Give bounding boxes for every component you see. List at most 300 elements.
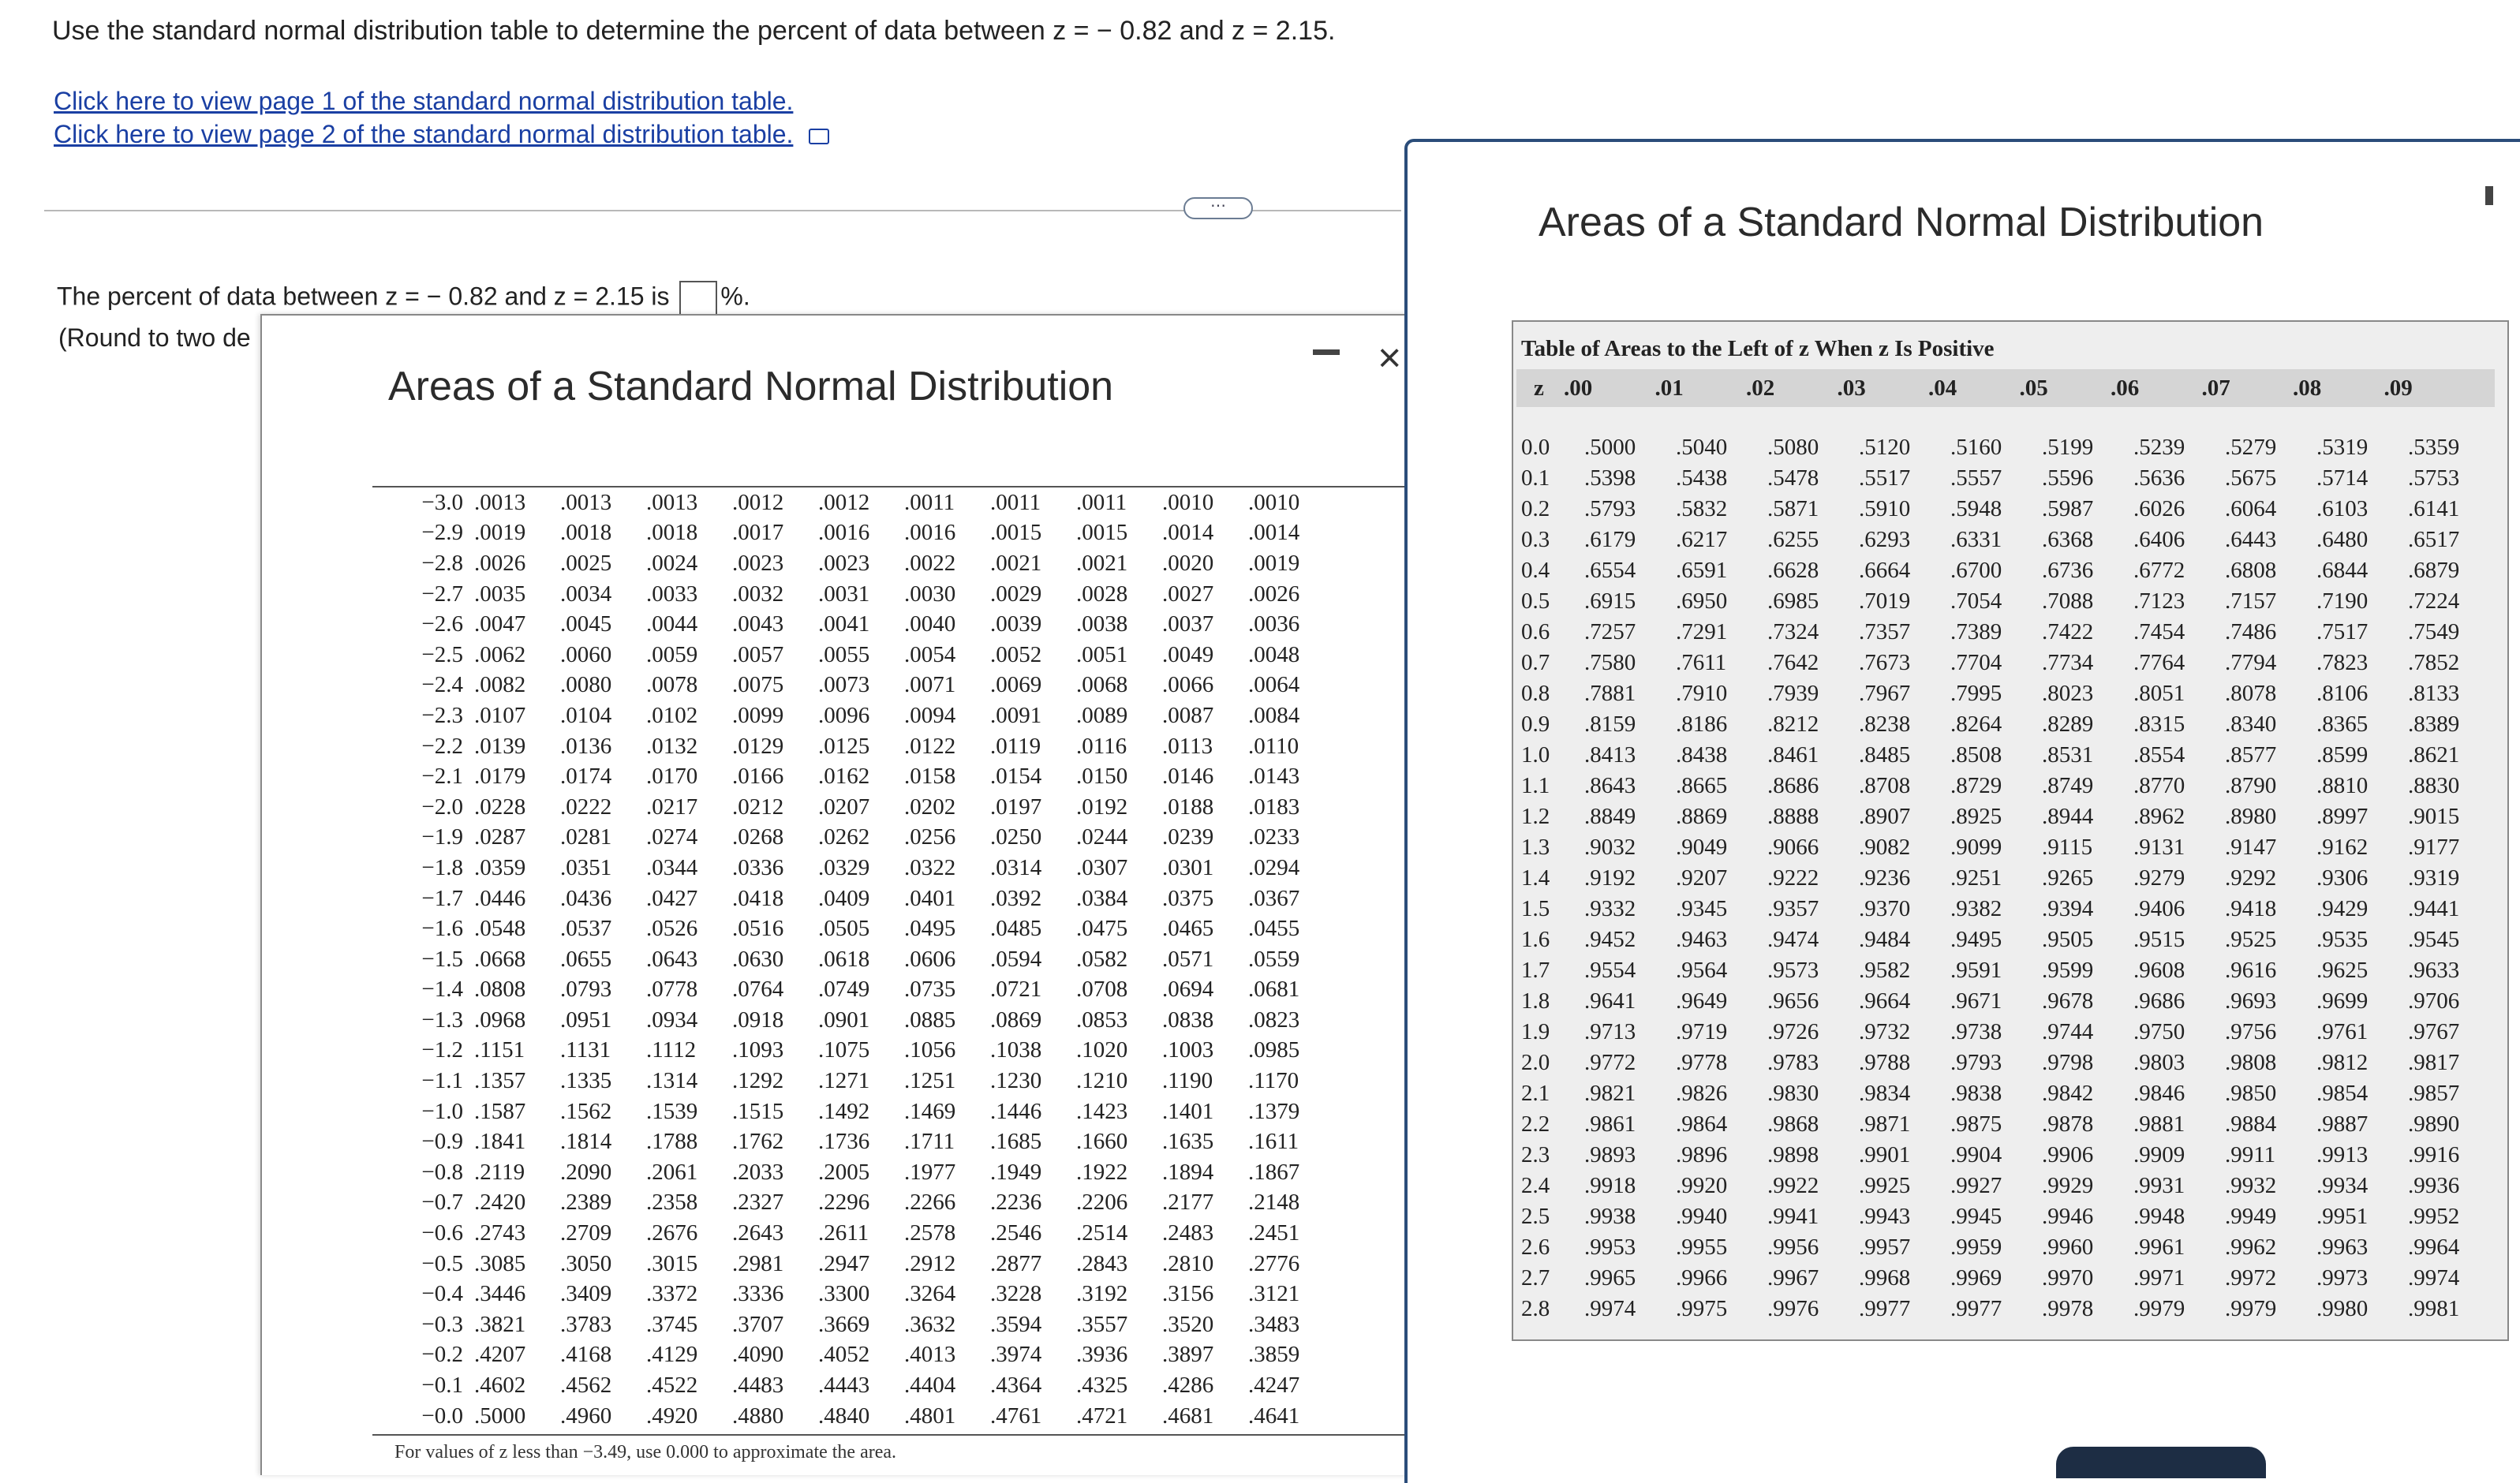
area-cell: .0071 bbox=[904, 672, 956, 698]
z-value-cell: 1.9 bbox=[1521, 1019, 1550, 1044]
area-cell: .0322 bbox=[904, 854, 956, 880]
area-cell: .9177 bbox=[2408, 835, 2460, 860]
area-cell: .0136 bbox=[560, 733, 612, 759]
area-cell: .5040 bbox=[1676, 435, 1728, 460]
table-row bbox=[372, 1340, 1334, 1371]
area-cell: .9664 bbox=[1859, 988, 1911, 1014]
area-cell: .4013 bbox=[904, 1342, 956, 1368]
area-cell: .6179 bbox=[1584, 527, 1636, 552]
z-value-cell: −2.1 bbox=[421, 764, 463, 790]
area-cell: .9418 bbox=[2225, 896, 2277, 921]
area-cell: .8106 bbox=[2316, 681, 2369, 706]
area-cell: .8643 bbox=[1584, 773, 1636, 798]
area-cell: .6628 bbox=[1767, 558, 1819, 583]
table-row bbox=[372, 1188, 1334, 1219]
area-cell: .6368 bbox=[2042, 527, 2094, 552]
area-cell: .1170 bbox=[1248, 1068, 1299, 1094]
area-cell: .0158 bbox=[904, 764, 956, 790]
area-cell: .0418 bbox=[732, 885, 784, 911]
area-cell: .3409 bbox=[560, 1281, 612, 1307]
area-cell: .9834 bbox=[1859, 1081, 1911, 1106]
area-cell: .9960 bbox=[2042, 1235, 2094, 1260]
area-cell: .9767 bbox=[2408, 1019, 2460, 1044]
area-cell: .5000 bbox=[1584, 435, 1636, 460]
area-cell: .8186 bbox=[1676, 712, 1728, 737]
area-cell: .7910 bbox=[1676, 681, 1728, 706]
area-cell: .0222 bbox=[560, 794, 612, 820]
area-cell: .9495 bbox=[1950, 927, 2002, 952]
area-cell: .9898 bbox=[1767, 1142, 1819, 1167]
area-cell: .0274 bbox=[646, 824, 698, 850]
area-cell: .9131 bbox=[2133, 835, 2185, 860]
area-cell: .8849 bbox=[1584, 804, 1636, 829]
area-cell: .1423 bbox=[1076, 1098, 1128, 1124]
area-cell: .0089 bbox=[1076, 702, 1128, 728]
area-cell: .3745 bbox=[646, 1311, 698, 1337]
area-cell: .0028 bbox=[1076, 581, 1128, 607]
table-page-1-link[interactable]: Click here to view page 1 of the standard normal distribution table. bbox=[54, 87, 794, 115]
area-cell: .9049 bbox=[1676, 835, 1728, 860]
column-header: .03 bbox=[1837, 375, 1866, 401]
area-cell: .1357 bbox=[474, 1068, 526, 1094]
area-cell: .0384 bbox=[1076, 885, 1128, 911]
area-cell: .9952 bbox=[2408, 1204, 2460, 1229]
z-value-cell: −2.4 bbox=[421, 672, 463, 698]
area-cell: .9946 bbox=[2042, 1204, 2094, 1229]
z-value-cell: 2.5 bbox=[1521, 1204, 1550, 1229]
area-cell: .0294 bbox=[1248, 854, 1300, 880]
area-cell: .9871 bbox=[1859, 1111, 1911, 1137]
area-cell: .7967 bbox=[1859, 681, 1911, 706]
z-value-cell: 1.0 bbox=[1521, 742, 1550, 768]
area-cell: .9292 bbox=[2225, 865, 2277, 891]
area-cell: .7823 bbox=[2316, 650, 2369, 675]
area-cell: .0043 bbox=[732, 611, 784, 637]
area-cell: .3974 bbox=[990, 1342, 1042, 1368]
z-value-cell: −1.6 bbox=[421, 916, 463, 942]
z-value-cell: 2.8 bbox=[1521, 1296, 1550, 1321]
area-cell: .0174 bbox=[560, 764, 612, 790]
area-cell: .0044 bbox=[646, 611, 698, 637]
area-cell: .0055 bbox=[818, 641, 870, 667]
table-row bbox=[1520, 1109, 2499, 1140]
area-cell: .8438 bbox=[1676, 742, 1728, 768]
z-value-cell: 0.5 bbox=[1521, 588, 1550, 614]
table-row bbox=[1520, 1171, 2499, 1201]
area-cell: .7881 bbox=[1584, 681, 1636, 706]
area-cell: .8461 bbox=[1767, 742, 1819, 768]
area-cell: .3594 bbox=[990, 1311, 1042, 1337]
area-cell: .4840 bbox=[818, 1403, 870, 1429]
z-value-cell: 0.8 bbox=[1521, 681, 1550, 706]
area-cell: .2090 bbox=[560, 1159, 612, 1185]
area-cell: .0057 bbox=[732, 641, 784, 667]
area-cell: .0630 bbox=[732, 946, 784, 972]
area-cell: .8980 bbox=[2225, 804, 2277, 829]
z-value-cell: −2.6 bbox=[421, 611, 463, 637]
area-cell: .0038 bbox=[1076, 611, 1128, 637]
area-cell: .0314 bbox=[990, 854, 1042, 880]
area-cell: .6026 bbox=[2133, 496, 2185, 521]
area-cell: .9162 bbox=[2316, 835, 2369, 860]
area-cell: .2981 bbox=[732, 1250, 784, 1276]
area-cell: .9951 bbox=[2316, 1204, 2369, 1229]
area-cell: .1611 bbox=[1248, 1129, 1299, 1155]
positive-z-table-window bbox=[1404, 139, 2520, 1483]
area-cell: .0409 bbox=[818, 885, 870, 911]
area-cell: .0951 bbox=[560, 1007, 612, 1033]
area-cell: .0059 bbox=[646, 641, 698, 667]
area-cell: .9032 bbox=[1584, 835, 1636, 860]
area-cell: .7939 bbox=[1767, 681, 1819, 706]
area-cell: .0582 bbox=[1076, 946, 1128, 972]
z-value-cell: 0.2 bbox=[1521, 496, 1550, 521]
area-cell: .9115 bbox=[2042, 835, 2093, 860]
column-header: .06 bbox=[2111, 375, 2140, 401]
area-cell: .1190 bbox=[1162, 1068, 1213, 1094]
area-cell: .9726 bbox=[1767, 1019, 1819, 1044]
window-edge-handle[interactable] bbox=[2485, 186, 2493, 205]
area-cell: .0027 bbox=[1162, 581, 1214, 607]
area-cell: .9975 bbox=[1676, 1296, 1728, 1321]
area-cell: .0030 bbox=[904, 581, 956, 607]
area-cell: .2005 bbox=[818, 1159, 870, 1185]
area-cell: .9345 bbox=[1676, 896, 1728, 921]
area-cell: .0014 bbox=[1248, 520, 1300, 546]
area-cell: .8888 bbox=[1767, 804, 1819, 829]
area-cell: .0011 bbox=[1076, 489, 1127, 515]
area-cell: .0062 bbox=[474, 641, 526, 667]
table-row bbox=[372, 853, 1334, 883]
area-cell: .9966 bbox=[1676, 1265, 1728, 1291]
area-cell: .0853 bbox=[1076, 1007, 1128, 1033]
area-cell: .9959 bbox=[1950, 1235, 2002, 1260]
area-cell: .7054 bbox=[1950, 588, 2002, 614]
table-footnote: For values of z less than −3.49, use 0.000 to approximate the area. bbox=[394, 1442, 897, 1462]
column-header: .09 bbox=[2384, 375, 2413, 401]
table-row bbox=[372, 944, 1334, 975]
area-cell: .5557 bbox=[1950, 465, 2002, 491]
area-cell: .9525 bbox=[2225, 927, 2277, 952]
area-cell: .1788 bbox=[646, 1129, 698, 1155]
area-cell: .0082 bbox=[474, 672, 526, 698]
area-cell: .1335 bbox=[560, 1068, 612, 1094]
bottom-action-button[interactable] bbox=[2056, 1447, 2266, 1478]
z-value-cell: −0.6 bbox=[421, 1220, 463, 1246]
table-row bbox=[1520, 1263, 2499, 1294]
area-cell: .9279 bbox=[2133, 865, 2185, 891]
table-row bbox=[372, 1036, 1334, 1066]
area-cell: .0735 bbox=[904, 977, 956, 1003]
question-text: Use the standard normal distribution table to determine the percent of data between z = − 0.82 and z = 2.15. bbox=[52, 16, 1336, 46]
area-cell: .9964 bbox=[2408, 1235, 2460, 1260]
area-cell: .0183 bbox=[1248, 794, 1300, 820]
area-cell: .9936 bbox=[2408, 1173, 2460, 1198]
area-cell: .8962 bbox=[2133, 804, 2185, 829]
area-cell: .0064 bbox=[1248, 672, 1300, 698]
area-cell: .5438 bbox=[1676, 465, 1728, 491]
area-cell: .0104 bbox=[560, 702, 612, 728]
area-cell: .9906 bbox=[2042, 1142, 2094, 1167]
area-cell: .9957 bbox=[1859, 1235, 1911, 1260]
area-cell: .8770 bbox=[2133, 773, 2185, 798]
area-cell: .9778 bbox=[1676, 1050, 1728, 1075]
area-cell: .0033 bbox=[646, 581, 698, 607]
area-cell: .6406 bbox=[2133, 527, 2185, 552]
area-cell: .0041 bbox=[818, 611, 870, 637]
area-cell: .9884 bbox=[2225, 1111, 2277, 1137]
area-cell: .0618 bbox=[818, 946, 870, 972]
area-cell: .8944 bbox=[2042, 804, 2094, 829]
area-cell: .0045 bbox=[560, 611, 612, 637]
area-cell: .0250 bbox=[990, 824, 1042, 850]
area-cell: .7157 bbox=[2225, 588, 2277, 614]
area-cell: .2578 bbox=[904, 1220, 956, 1246]
area-cell: .9913 bbox=[2316, 1142, 2369, 1167]
area-cell: .3446 bbox=[474, 1281, 526, 1307]
area-cell: .0052 bbox=[990, 641, 1042, 667]
area-cell: .1867 bbox=[1248, 1159, 1300, 1185]
area-cell: .0023 bbox=[818, 550, 870, 576]
area-cell: .0026 bbox=[1248, 581, 1300, 607]
area-cell: .9744 bbox=[2042, 1019, 2094, 1044]
area-cell: .0016 bbox=[818, 520, 870, 546]
area-cell: .5359 bbox=[2408, 435, 2460, 460]
z-value-cell: 2.1 bbox=[1521, 1081, 1550, 1106]
area-cell: .0037 bbox=[1162, 611, 1214, 637]
area-cell: .9976 bbox=[1767, 1296, 1819, 1321]
table-row bbox=[1520, 525, 2499, 555]
area-cell: .4920 bbox=[646, 1403, 698, 1429]
negative-z-table bbox=[372, 486, 1414, 1434]
area-cell: .1635 bbox=[1162, 1129, 1214, 1155]
z-column-header: z bbox=[1534, 375, 1544, 401]
area-cell: .1003 bbox=[1162, 1037, 1214, 1063]
area-cell: .0823 bbox=[1248, 1007, 1300, 1033]
area-cell: .9306 bbox=[2316, 865, 2369, 891]
area-cell: .0019 bbox=[1248, 550, 1300, 576]
table-row bbox=[372, 823, 1334, 854]
area-cell: .8264 bbox=[1950, 712, 2002, 737]
area-cell: .4325 bbox=[1076, 1373, 1128, 1399]
table-row bbox=[1520, 648, 2499, 678]
area-cell: .9934 bbox=[2316, 1173, 2369, 1198]
area-cell: .7019 bbox=[1859, 588, 1911, 614]
area-cell: .5636 bbox=[2133, 465, 2185, 491]
area-cell: .0010 bbox=[1162, 489, 1214, 515]
area-cell: .3669 bbox=[818, 1311, 870, 1337]
area-cell: .9978 bbox=[2042, 1296, 2094, 1321]
area-cell: .9678 bbox=[2042, 988, 2094, 1014]
area-cell: .1020 bbox=[1076, 1037, 1128, 1063]
z-value-cell: 2.4 bbox=[1521, 1173, 1550, 1198]
minimize-button[interactable] bbox=[1313, 349, 1340, 355]
area-cell: .0024 bbox=[646, 550, 698, 576]
area-cell: .9616 bbox=[2225, 958, 2277, 983]
table-row bbox=[372, 1126, 1334, 1157]
area-cell: .1685 bbox=[990, 1129, 1042, 1155]
area-cell: .0021 bbox=[990, 550, 1042, 576]
area-cell: .4721 bbox=[1076, 1403, 1128, 1429]
area-cell: .8531 bbox=[2042, 742, 2094, 768]
area-cell: .1314 bbox=[646, 1068, 698, 1094]
area-cell: .3156 bbox=[1162, 1281, 1214, 1307]
area-cell: .0721 bbox=[990, 977, 1042, 1003]
area-cell: .0034 bbox=[560, 581, 612, 607]
area-cell: .1112 bbox=[646, 1037, 697, 1063]
area-cell: .0139 bbox=[474, 733, 526, 759]
area-cell: .0256 bbox=[904, 824, 956, 850]
area-cell: .5832 bbox=[1676, 496, 1728, 521]
area-cell: .0119 bbox=[990, 733, 1041, 759]
area-cell: .0446 bbox=[474, 885, 526, 911]
area-cell: .0048 bbox=[1248, 641, 1300, 667]
area-cell: .0455 bbox=[1248, 916, 1300, 942]
area-cell: .0465 bbox=[1162, 916, 1214, 942]
area-cell: .9965 bbox=[1584, 1265, 1636, 1291]
area-cell: .9868 bbox=[1767, 1111, 1819, 1137]
table-row bbox=[1520, 709, 2499, 740]
area-cell: .9699 bbox=[2316, 988, 2369, 1014]
more-options-button[interactable]: ⋯ bbox=[1183, 197, 1253, 219]
close-button[interactable]: × bbox=[1378, 335, 1402, 381]
area-cell: .4681 bbox=[1162, 1403, 1214, 1429]
area-cell: .0244 bbox=[1076, 824, 1128, 850]
area-cell: .0013 bbox=[646, 489, 698, 515]
area-cell: .7642 bbox=[1767, 650, 1819, 675]
area-cell: .9719 bbox=[1676, 1019, 1728, 1044]
area-cell: .0026 bbox=[474, 550, 526, 576]
area-cell: .2358 bbox=[646, 1190, 698, 1216]
area-cell: .3859 bbox=[1248, 1342, 1300, 1368]
table-row bbox=[372, 1401, 1334, 1432]
area-cell: .9783 bbox=[1767, 1050, 1819, 1075]
table-row bbox=[1520, 432, 2499, 463]
area-cell: .0051 bbox=[1076, 641, 1128, 667]
area-cell: .0023 bbox=[732, 550, 784, 576]
area-cell: .5871 bbox=[1767, 496, 1819, 521]
area-cell: .0262 bbox=[818, 824, 870, 850]
table-page-2-link[interactable] bbox=[54, 120, 829, 149]
area-cell: .8389 bbox=[2408, 712, 2460, 737]
area-cell: .3897 bbox=[1162, 1342, 1214, 1368]
area-cell: .2296 bbox=[818, 1190, 870, 1216]
area-cell: .0793 bbox=[560, 977, 612, 1003]
area-cell: .9222 bbox=[1767, 865, 1819, 891]
area-cell: .8810 bbox=[2316, 773, 2369, 798]
area-cell: .0013 bbox=[474, 489, 526, 515]
table-row bbox=[372, 792, 1334, 823]
area-cell: .5478 bbox=[1767, 465, 1819, 491]
area-cell: .0287 bbox=[474, 824, 526, 850]
rounding-instruction: (Round to two de bbox=[58, 323, 251, 352]
area-cell: .0351 bbox=[560, 854, 612, 880]
table-row bbox=[1520, 586, 2499, 617]
area-cell: .3336 bbox=[732, 1281, 784, 1307]
area-cell: .6772 bbox=[2133, 558, 2185, 583]
area-cell: .0143 bbox=[1248, 764, 1300, 790]
table-row bbox=[372, 700, 1334, 731]
area-cell: .9738 bbox=[1950, 1019, 2002, 1044]
area-cell: .4443 bbox=[818, 1373, 870, 1399]
area-cell: .9564 bbox=[1676, 958, 1728, 983]
area-cell: .7454 bbox=[2133, 619, 2185, 644]
answer-suffix: %. bbox=[720, 282, 750, 311]
area-cell: .7611 bbox=[1676, 650, 1727, 675]
z-value-cell: −0.9 bbox=[421, 1129, 463, 1155]
area-cell: .9979 bbox=[2225, 1296, 2277, 1321]
area-cell: .9980 bbox=[2316, 1296, 2369, 1321]
table-row bbox=[372, 1157, 1334, 1188]
area-cell: .6331 bbox=[1950, 527, 2002, 552]
z-value-cell: 0.9 bbox=[1521, 712, 1550, 737]
z-value-cell: 1.3 bbox=[1521, 835, 1550, 860]
z-value-cell: 2.0 bbox=[1521, 1050, 1550, 1075]
table-row bbox=[372, 1249, 1334, 1279]
area-cell: .4404 bbox=[904, 1373, 956, 1399]
table-row bbox=[1520, 740, 2499, 771]
area-cell: .7704 bbox=[1950, 650, 2002, 675]
table-row bbox=[372, 883, 1334, 914]
area-cell: .1251 bbox=[904, 1068, 956, 1094]
area-cell: .0094 bbox=[904, 702, 956, 728]
area-cell: .2611 bbox=[818, 1220, 869, 1246]
area-cell: .9955 bbox=[1676, 1235, 1728, 1260]
area-cell: .0049 bbox=[1162, 641, 1214, 667]
area-cell: .9925 bbox=[1859, 1173, 1911, 1198]
area-cell: .0281 bbox=[560, 824, 612, 850]
table-row bbox=[1520, 678, 2499, 709]
area-cell: .0329 bbox=[818, 854, 870, 880]
z-value-cell: 1.1 bbox=[1521, 773, 1550, 798]
positive-z-table bbox=[1512, 320, 2509, 1341]
area-cell: .0778 bbox=[646, 977, 698, 1003]
area-cell: .7357 bbox=[1859, 619, 1911, 644]
area-cell: .2033 bbox=[732, 1159, 784, 1185]
area-cell: .9963 bbox=[2316, 1235, 2369, 1260]
area-cell: .2776 bbox=[1248, 1250, 1300, 1276]
area-cell: .9890 bbox=[2408, 1111, 2460, 1137]
area-cell: .1075 bbox=[818, 1037, 870, 1063]
area-cell: .3707 bbox=[732, 1311, 784, 1337]
area-cell: .0764 bbox=[732, 977, 784, 1003]
table-row bbox=[372, 1309, 1334, 1340]
area-cell: .0018 bbox=[646, 520, 698, 546]
area-cell: .8212 bbox=[1767, 712, 1819, 737]
area-cell: .9452 bbox=[1584, 927, 1636, 952]
z-value-cell: −2.0 bbox=[421, 794, 463, 820]
area-cell: .6554 bbox=[1584, 558, 1636, 583]
area-cell: .9940 bbox=[1676, 1204, 1728, 1229]
area-cell: .0087 bbox=[1162, 702, 1214, 728]
area-cell: .7257 bbox=[1584, 619, 1636, 644]
area-cell: .0934 bbox=[646, 1007, 698, 1033]
area-cell: .5910 bbox=[1859, 496, 1911, 521]
area-cell: .9838 bbox=[1950, 1081, 2002, 1106]
area-cell: .3372 bbox=[646, 1281, 698, 1307]
area-cell: .9901 bbox=[1859, 1142, 1911, 1167]
area-cell: .9756 bbox=[2225, 1019, 2277, 1044]
z-value-cell: 1.6 bbox=[1521, 927, 1550, 952]
area-cell: .9977 bbox=[1950, 1296, 2002, 1321]
area-cell: .7549 bbox=[2408, 619, 2460, 644]
answer-input[interactable] bbox=[679, 281, 717, 316]
table-row bbox=[372, 1066, 1334, 1096]
area-cell: .0020 bbox=[1162, 550, 1214, 576]
area-cell: .3783 bbox=[560, 1311, 612, 1337]
area-cell: .9977 bbox=[1859, 1296, 1911, 1321]
area-cell: .0202 bbox=[904, 794, 956, 820]
